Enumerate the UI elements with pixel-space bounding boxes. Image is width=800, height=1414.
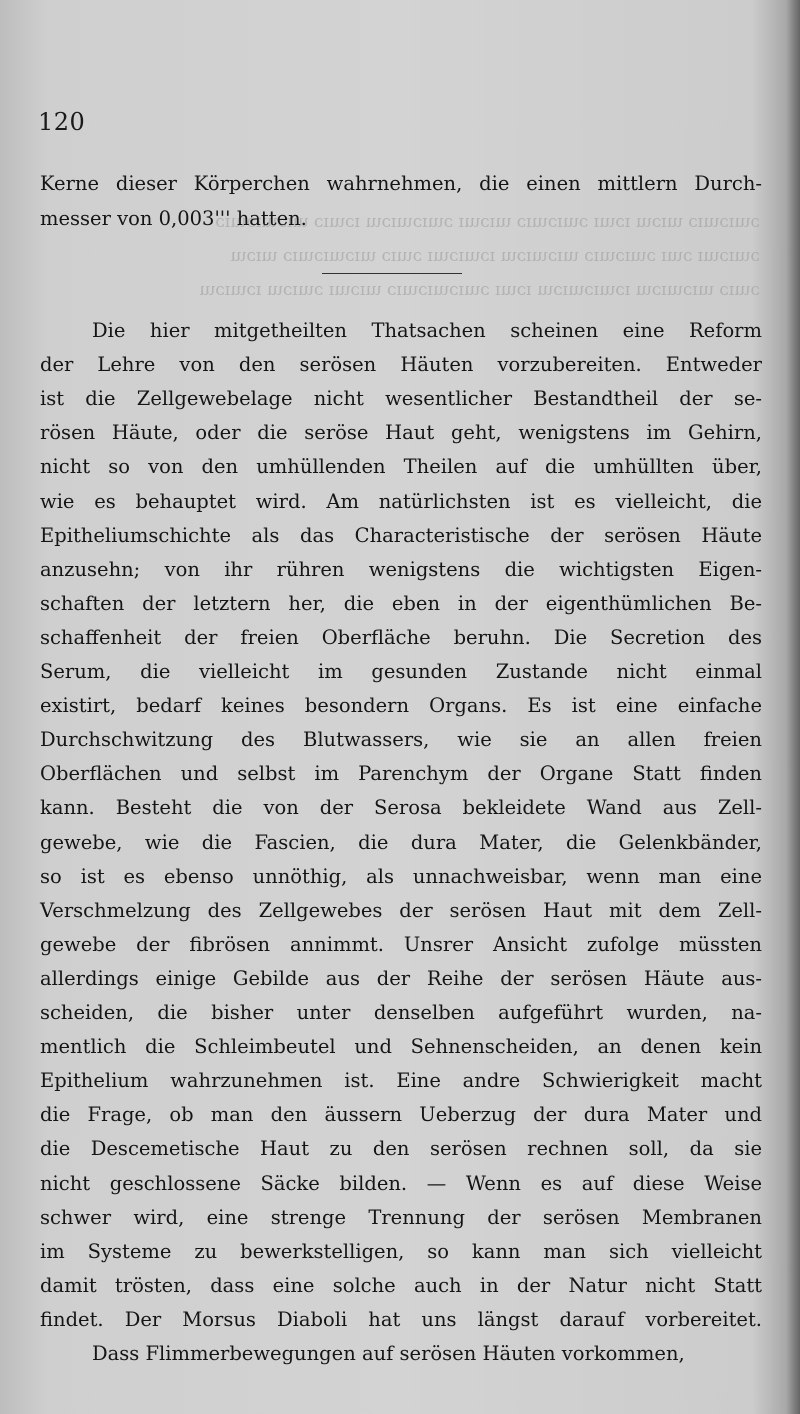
text-line: Kerne dieser Körperchen wahrnehmen, die einen mittlern Durch- bbox=[40, 172, 762, 195]
text-line: Dass Flimmerbewegungen auf serösen Häuten vorkommen, bbox=[92, 1342, 685, 1365]
text-line: allerdings einige Gebilde aus der Reihe der serösen Häute aus- bbox=[40, 966, 762, 990]
text-line: schaften der letztern her, die eben in der eigenthümlichen Be- bbox=[40, 591, 762, 615]
text-line: messer von 0,003''' hatten. bbox=[40, 206, 307, 230]
text-line: schwer wird, eine strenge Trennung der serösen Membranen bbox=[40, 1205, 762, 1229]
text-line: rösen Häute, oder die seröse Haut geht, wenigstens im Gehirn, bbox=[40, 421, 762, 445]
text-line: findet. Der Morsus Diaboli hat uns längst darauf vorbereitet. bbox=[40, 1307, 762, 1331]
text-line: wie es behauptet wird. Am natürlichsten ist es vielleicht, die bbox=[40, 489, 762, 513]
text-line: die Frage, ob man den äussern Ueberzug der dura Mater und bbox=[40, 1103, 762, 1127]
text-line: Durchschwitzung des Blutwassers, wie sie an allen freien bbox=[40, 728, 762, 752]
section-divider bbox=[322, 273, 462, 274]
text-line: kann. Besteht die von der Serosa bekleidete Wand aus Zell- bbox=[40, 796, 762, 820]
text-line: gewebe der fibrösen annimmt. Unsrer Ansicht zufolge müssten bbox=[40, 932, 762, 956]
show-through-3: ɔɯɪɔ ɯɪɔɯɪɔɯ ɪɔɯɪɔɯɪɔɯ ɪɔɯɪ ɔɯɪɔɯɪɔɯɪɔ ɯɪɔɯɪ ɔɯɪɔɯ ɪɔɯɪɔɯ bbox=[199, 280, 760, 300]
text-line: mentlich die Schleimbeutel und Sehnenscheiden, an denen kein bbox=[40, 1035, 762, 1059]
text-line: die Descemetische Haut zu den serösen rechnen soll, da sie bbox=[40, 1137, 762, 1161]
text-line: scheiden, die bisher unter denselben aufgeführt wurden, na- bbox=[40, 1001, 762, 1024]
show-through-1: ɔɯɪɔɯɪɔ ɯɪɔɯ ɪɔɯɪ ɔɯɪɔɯɪɔ ɯɪɔɯɪ ɔɯɪɔɯɪɔɯ ɪɔɯɪɔ ɯɪɔɯɪɔɯɪɔ bbox=[215, 212, 760, 232]
text-line: Epithelium wahrzunehmen ist. Eine andre Schwierigkeit macht bbox=[40, 1069, 762, 1093]
text-line: Die hier mitgetheilten Thatsachen scheinen eine Reform bbox=[92, 319, 762, 342]
text-line: im Systeme zu bewerkstelligen, so kann man sich vielleicht bbox=[40, 1239, 762, 1263]
text-line: nicht geschlossene Säcke bilden. — Wenn es auf diese Weise bbox=[40, 1171, 762, 1195]
text-line: Serum, die vielleicht im gesunden Zustande nicht einmal bbox=[40, 660, 762, 683]
text-line: Epitheliumschichte als das Characteristische der serösen Häute bbox=[40, 523, 762, 547]
text-line: anzusehn; von ihr rühren wenigstens die wichtigsten Eigen- bbox=[40, 557, 762, 581]
page-edge-shadow bbox=[786, 0, 800, 1414]
page-number: 120 bbox=[38, 108, 86, 136]
text-line: so ist es ebenso unnöthig, als unnachweisbar, wenn man eine bbox=[40, 864, 762, 888]
text-line: schaffenheit der freien Oberfläche beruhn. Die Secretion des bbox=[40, 625, 762, 649]
text-line: damit trösten, dass eine solche auch in der Natur nicht Statt bbox=[40, 1273, 762, 1297]
text-line: Oberflächen und selbst im Parenchym der Organe Statt finden bbox=[40, 762, 762, 786]
text-line: der Lehre von den serösen Häuten vorzubereiten. Entweder bbox=[40, 353, 762, 377]
text-line: ist die Zellgewebelage nicht wesentlicher Bestandtheil der se- bbox=[40, 387, 762, 411]
text-line: gewebe, wie die Fascien, die dura Mater, die Gelenkbänder, bbox=[40, 830, 762, 854]
show-through-2: ɔɯɪɔɯɪ ɔɯɪ ɔɯɪɔɯɪɔ ɯɪɔɯɪɔɯ ɪɔɯɪɔɯɪ ɔɯɪɔ ɯɪɔɯɪɔɯɪɔ ɯɪɔɯ bbox=[230, 246, 760, 266]
text-line: Verschmelzung des Zellgewebes der serösen Haut mit dem Zell- bbox=[40, 898, 762, 922]
text-line: nicht so von den umhüllenden Theilen auf die umhüllten über, bbox=[40, 455, 762, 479]
text-line: existirt, bedarf keines besondern Organs. Es ist eine einfache bbox=[40, 694, 762, 718]
